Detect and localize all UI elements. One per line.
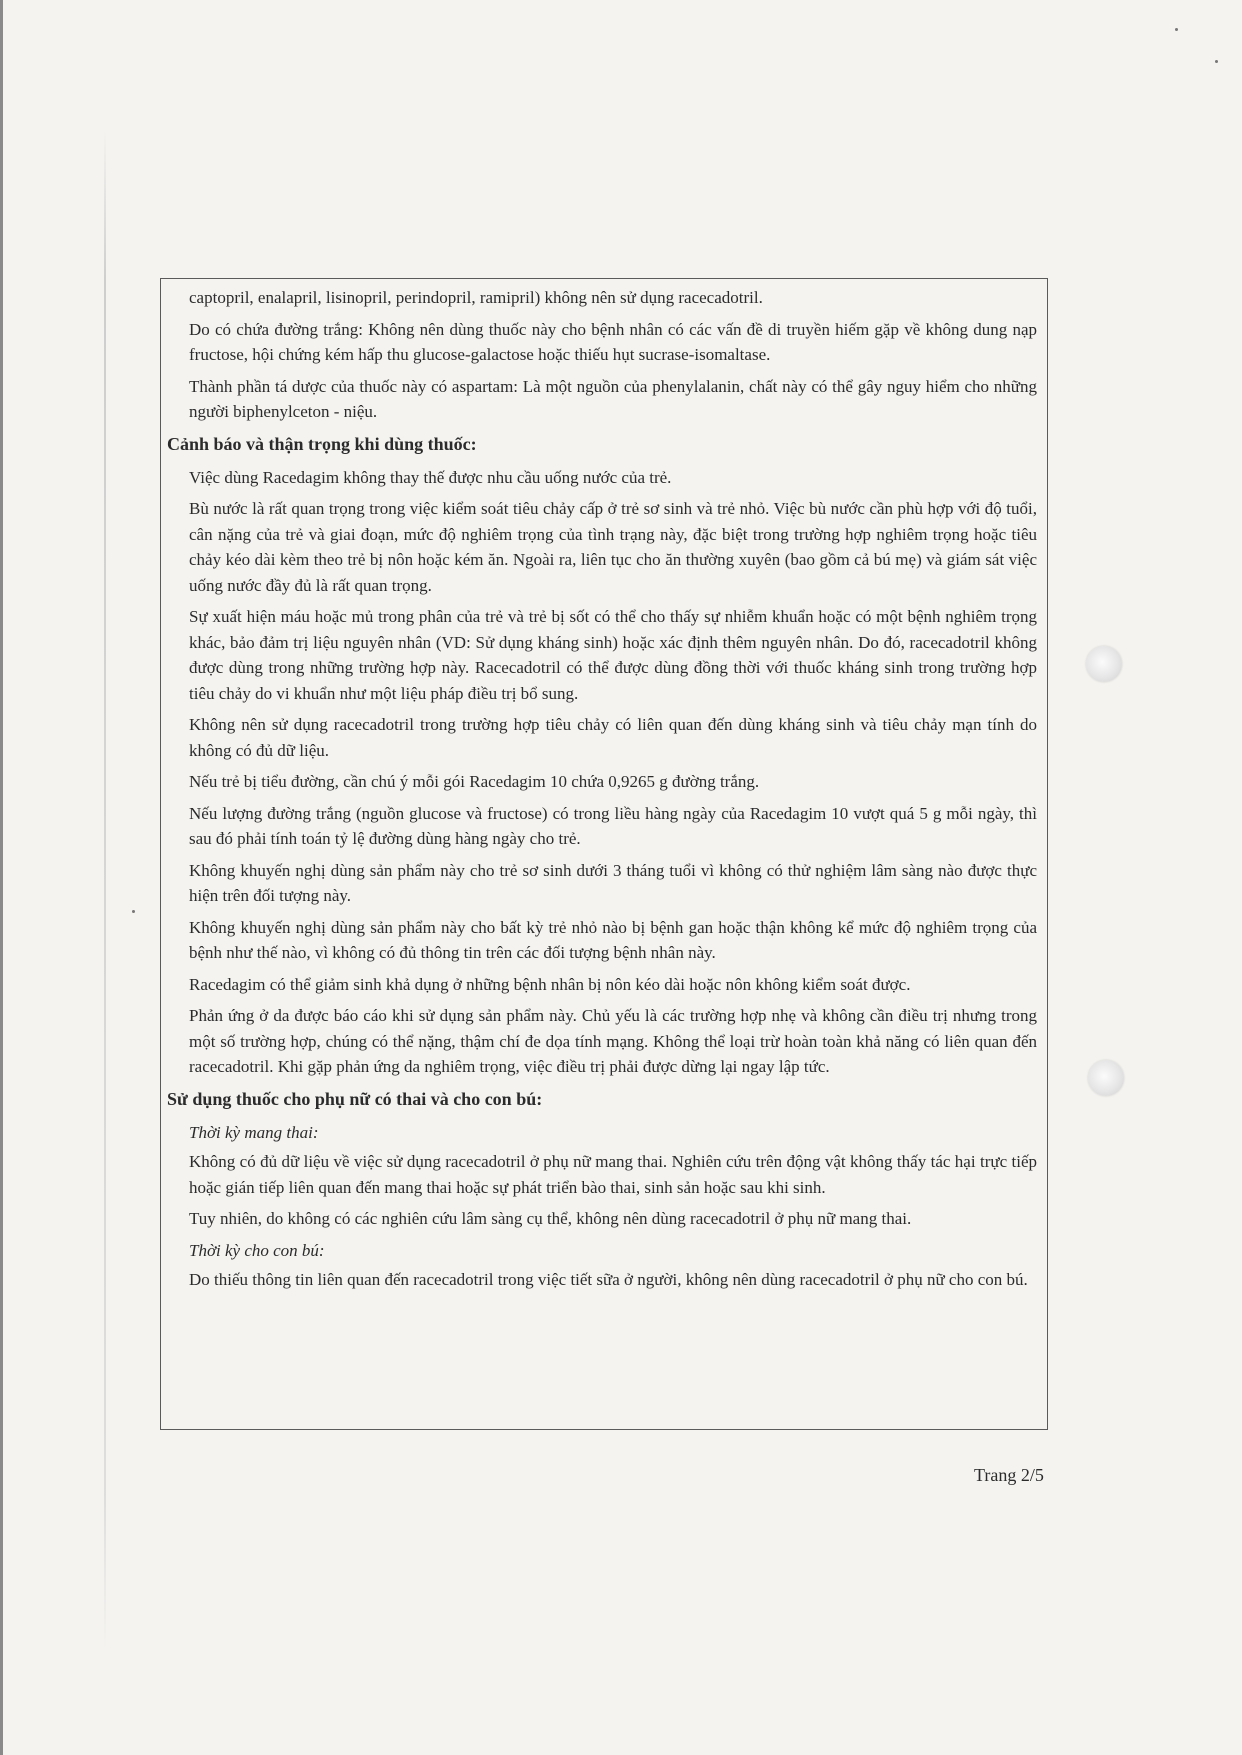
- intro-paragraph: Thành phần tá dược của thuốc này có aspartam: Là một nguồn của phenylalanin, chất này có thể gây nguy hiểm cho những người biphenylceton - niệu.: [189, 376, 1037, 421]
- scan-speck: [1215, 60, 1218, 63]
- lactation-subheading: Thời kỳ cho con bú:: [189, 1240, 325, 1260]
- warning-paragraph: Không khuyến nghị dùng sản phẩm này cho bất kỳ trẻ nhỏ nào bị bệnh gan hoặc thận không kể mức độ nghiêm trọng của bệnh như thế nào, vì không có đủ thông tin trên các đối tượng bệnh nhân này.: [189, 917, 1037, 962]
- warning-paragraph: Việc dùng Racedagim không thay thế được nhu cầu uống nước của trẻ.: [189, 467, 672, 487]
- section-heading-pregnancy: Sử dụng thuốc cho phụ nữ có thai và cho con bú:: [167, 1088, 543, 1109]
- warning-paragraph: Không nên sử dụng racecadotril trong trường hợp tiêu chảy có liên quan đến dùng kháng sinh và tiêu chảy mạn tính do không có đủ dữ liệu.: [189, 715, 1037, 760]
- warning-paragraph: Bù nước là rất quan trọng trong việc kiểm soát tiêu chảy cấp ở trẻ sơ sinh và trẻ nhỏ. Việc bù nước cần phù hợp với độ tuổi, cân nặng của trẻ và giai đoạn, mức độ nghiêm trọng của tình trạng này, đặc biệt trong trường hợp nghiêm trọng hoặc tiêu chảy kéo dài kèm theo trẻ bị nôn hoặc kém ăn. Ngoài ra, liên tục cho ăn thường xuyên (bao gồm cả bú mẹ) và giám sát việc uống nước đầy đủ là rất quan trọng.: [189, 499, 1037, 595]
- scan-edge: [0, 0, 3, 1755]
- page-number: Trang 2/5: [974, 1465, 1044, 1485]
- scan-artifact-line: [104, 130, 106, 1650]
- pregnancy-paragraph: Tuy nhiên, do không có các nghiên cứu lâm sàng cụ thể, không nên dùng racecadotril ở phụ nữ mang thai.: [189, 1209, 912, 1228]
- warning-paragraph: Phản ứng ở da được báo cáo khi sử dụng sản phẩm này. Chủ yếu là các trường hợp nhẹ và không cần điều trị nhưng trong một số trường hợp, chúng có thể nặng, thậm chí đe dọa tính mạng. Không thể loại trừ hoàn toàn khả năng có liên quan đến racecadotril. Khi gặp phản ứng da nghiêm trọng, việc điều trị phải được dừng lại ngay lập tức.: [189, 1006, 1037, 1076]
- warning-paragraph: Nếu lượng đường trắng (nguồn glucose và fructose) có trong liều hàng ngày của Racedagim 10 vượt quá 5 g mỗi ngày, thì sau đó phải tính toán tỷ lệ đường dùng hàng ngày cho trẻ.: [189, 803, 1037, 848]
- pregnancy-subheading: Thời kỳ mang thai:: [189, 1122, 319, 1142]
- intro-paragraph: captopril, enalapril, lisinopril, perindopril, ramipril) không nên sử dụng racecadotril.: [189, 288, 763, 307]
- intro-paragraph: Do có chứa đường trắng: Không nên dùng thuốc này cho bệnh nhân có các vấn đề di truyền hiếm gặp về không dung nạp fructose, hội chứng kém hấp thu glucose-galactose hoặc thiếu hụt sucrase-isomaltase.: [189, 319, 1037, 364]
- punch-hole-bottom: [1088, 1060, 1124, 1096]
- warning-paragraph: Không khuyến nghị dùng sản phẩm này cho trẻ sơ sinh dưới 3 tháng tuổi vì không có thử nghiệm lâm sàng nào được thực hiện trên đối tượng này.: [189, 860, 1037, 905]
- section-heading-warnings: Cảnh báo và thận trọng khi dùng thuốc:: [167, 433, 477, 454]
- punch-hole-top: [1086, 646, 1122, 682]
- pregnancy-paragraph: Không có đủ dữ liệu về việc sử dụng racecadotril ở phụ nữ mang thai. Nghiên cứu trên động vật không thấy tác hại trực tiếp hoặc gián tiếp liên quan đến mang thai hoặc sự phát triển bào thai, sinh sản hoặc sau khi sinh.: [189, 1152, 1037, 1197]
- scan-speck: [1175, 28, 1178, 31]
- scan-speck: [132, 910, 135, 913]
- warning-paragraph: Racedagim có thể giảm sinh khả dụng ở những bệnh nhân bị nôn kéo dài hoặc nôn không kiểm soát được.: [189, 974, 911, 994]
- warning-paragraph: Nếu trẻ bị tiểu đường, cần chú ý mỗi gói Racedagim 10 chứa 0,9265 g đường trắng.: [189, 772, 760, 791]
- warning-paragraph: Sự xuất hiện máu hoặc mủ trong phân của trẻ và trẻ bị sốt có thể cho thấy sự nhiễm khuẩn hoặc có một bệnh nghiêm trọng khác, bảo đảm trị liệu nguyên nhân (VD: Sử dụng kháng sinh) hoặc xác định thêm nguyên nhân. Do đó, racecadotril không được dùng trong những trường hợp này. Racecadotril có thể được dùng đồng thời với thuốc kháng sinh trong trường hợp tiêu chảy do vi khuẩn như một liệu pháp điều trị bổ sung.: [189, 607, 1037, 703]
- content-box: [160, 278, 1048, 1430]
- lactation-paragraph: Do thiếu thông tin liên quan đến racecadotril trong việc tiết sữa ở người, không nên dùng racecadotril ở phụ nữ cho con bú.: [189, 1270, 1028, 1289]
